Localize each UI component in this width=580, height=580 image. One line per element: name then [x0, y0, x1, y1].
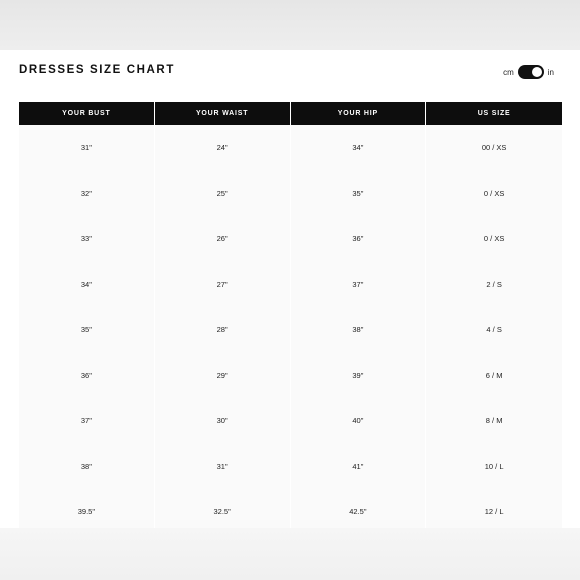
- table-header-row: [19, 102, 562, 125]
- us-size-cell: 12 / L: [426, 489, 562, 535]
- bust-cell: 37": [19, 398, 155, 444]
- unit-cm-label[interactable]: cm: [503, 67, 514, 77]
- unit-switch[interactable]: [518, 65, 544, 79]
- header-bust: YOUR BUST: [19, 102, 155, 125]
- unit-toggle[interactable]: [503, 65, 554, 79]
- waist-cell: 27": [155, 262, 291, 308]
- us-size-cell: 10 / L: [426, 444, 562, 490]
- us-size-cell: 2 / S: [426, 262, 562, 308]
- hip-cell: 40": [291, 398, 427, 444]
- hip-cell: 39": [291, 353, 427, 399]
- bust-cell: 38": [19, 444, 155, 490]
- bust-cell: 39.5": [19, 489, 155, 535]
- hip-cell: 41": [291, 444, 427, 490]
- unit-in-label[interactable]: in: [547, 67, 554, 77]
- waist-cell: 32.5": [155, 489, 291, 535]
- waist-cell: 25": [155, 171, 291, 217]
- us-size-cell: 0 / XS: [426, 216, 562, 262]
- us-size-cell: 0 / XS: [426, 171, 562, 217]
- table-row: [19, 307, 562, 353]
- bust-cell: 32": [19, 171, 155, 217]
- us-size-cell: 6 / M: [426, 353, 562, 399]
- waist-cell: 29": [155, 353, 291, 399]
- header-us-size: US SIZE: [426, 102, 562, 125]
- waist-cell: 30": [155, 398, 291, 444]
- bust-cell: 33": [19, 216, 155, 262]
- table-row: [19, 125, 562, 171]
- header-waist: YOUR WAIST: [155, 102, 291, 125]
- switch-knob[interactable]: [532, 67, 542, 77]
- hip-cell: 38": [291, 307, 427, 353]
- us-size-cell: 4 / S: [426, 307, 562, 353]
- hip-cell: 36": [291, 216, 427, 262]
- header-hip: YOUR HIP: [291, 102, 427, 125]
- us-size-cell: 8 / M: [426, 398, 562, 444]
- waist-cell: 31": [155, 444, 291, 490]
- hip-cell: 37": [291, 262, 427, 308]
- size-chart-table: [19, 102, 562, 535]
- waist-cell: 26": [155, 216, 291, 262]
- bust-cell: 36": [19, 353, 155, 399]
- hip-cell: 42.5": [291, 489, 427, 535]
- table-row: [19, 171, 562, 217]
- waist-cell: 28": [155, 307, 291, 353]
- us-size-cell: 00 / XS: [426, 125, 562, 171]
- bust-cell: 34": [19, 262, 155, 308]
- bottom-background-band: [0, 528, 580, 580]
- table-row: [19, 216, 562, 262]
- hip-cell: 34": [291, 125, 427, 171]
- table-row: [19, 353, 562, 399]
- table-row: [19, 262, 562, 308]
- page-title: DRESSES SIZE CHART: [19, 64, 175, 76]
- table-row: [19, 398, 562, 444]
- top-background-band: [0, 0, 580, 50]
- waist-cell: 24": [155, 125, 291, 171]
- bust-cell: 31": [19, 125, 155, 171]
- hip-cell: 35": [291, 171, 427, 217]
- table-row: [19, 444, 562, 490]
- bust-cell: 35": [19, 307, 155, 353]
